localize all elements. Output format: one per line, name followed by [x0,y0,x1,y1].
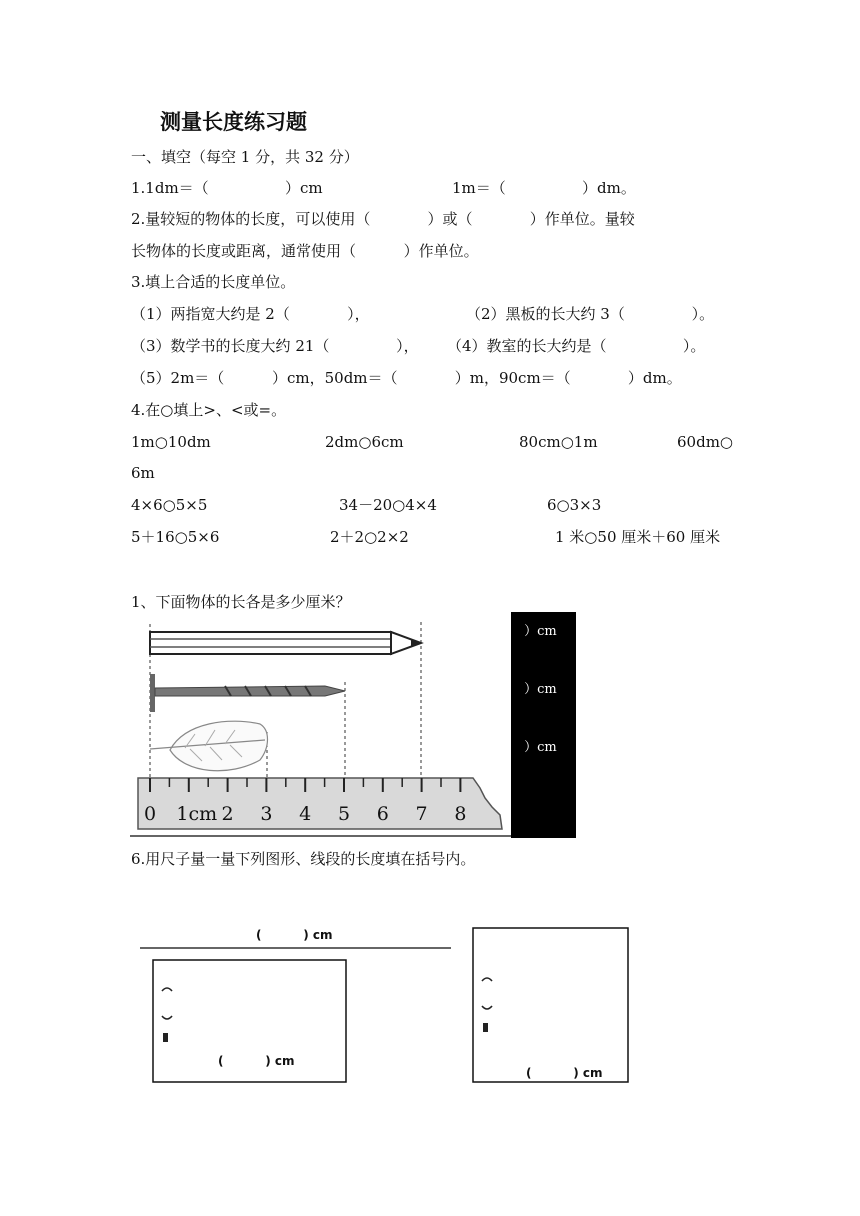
question-1b: 1m＝（ ）dm。 [452,179,636,197]
rect2-length-label: ( ) cm [526,1066,603,1080]
ruler-tick-label: 8 [454,803,467,825]
ruler-tick-label: 5 [337,803,351,825]
question-3-1: （1）两指宽大约是 2（ ）， [131,305,370,323]
answer-column [511,612,576,838]
question-4: 4.在○填上>、<或=。 [131,401,287,419]
answer-label: ）cm [520,624,557,639]
compare-item: 1 米○50 厘米＋60 厘米 [555,528,721,546]
ruler-tick-label: 2 [221,803,234,825]
question-3-2: （2）黑板的长大约 3（ ）。 [466,305,715,323]
compare-item: 34－20○4×4 [339,496,437,514]
question-2-line2: 长物体的长度或距离，通常使用（ ）作单位。 [131,242,479,260]
question-1a: 1.1dm＝（ ）cm [131,179,323,197]
section2-heading: 1、下面物体的长各是多少厘米？ [131,593,351,611]
answer-label: ）cm [520,740,557,755]
ruler [138,778,502,829]
compare-item: 6○3×3 [547,496,602,514]
rectangle-2 [473,928,628,1082]
ruler-tick-label: 1cm [176,803,218,825]
page-title: 测量长度练习题 [160,110,307,134]
ruler-tick-label: 4 [299,803,312,825]
compare-item: 5＋16○5×6 [131,528,220,546]
ruler-tick-label: 7 [415,803,428,825]
compare-item-wrap: 6m [131,464,155,482]
question-3-5: （5）2m＝（ ）cm，50dm＝（ ）m，90cm＝（ ）dm。 [131,369,682,387]
rect1-length-label: ( ) cm [218,1054,295,1068]
ruler-tick-label: 0 [143,803,157,825]
question-2-line1: 2.量较短的物体的长度，可以使用（ ）或（ ）作单位。量较 [131,210,635,228]
question-3-4: （4）教室的长大约是（ ）。 [447,337,706,355]
question-3-3: （3）数学书的长度大约 21（ ）， [131,337,419,355]
compare-item: 80cm○1m [519,433,598,451]
answer-label: ）cm [520,682,557,697]
pencil-icon [150,632,421,654]
question-3: 3.填上合适的长度单位。 [131,273,296,291]
ruler-tick-label: 6 [376,803,389,825]
measurement-figure [130,612,576,838]
ruler-tick-label: 3 [260,803,273,825]
ruler-labels [144,803,466,825]
compare-item: 2dm○6cm [325,433,404,451]
compare-item: 60dm○ [677,433,734,451]
compare-item: 1m○10dm [131,433,211,451]
compare-item: 2＋2○2×2 [330,528,409,546]
section1-heading: 一、填空（每空 1 分，共 32 分） [131,148,359,166]
line-length-label: ( ) cm [256,928,333,942]
shapes-figure [138,915,650,1087]
section3-heading: 6.用尺子量一量下列图形、线段的长度填在括号内。 [131,850,476,868]
compare-item: 4×6○5×5 [131,496,208,514]
